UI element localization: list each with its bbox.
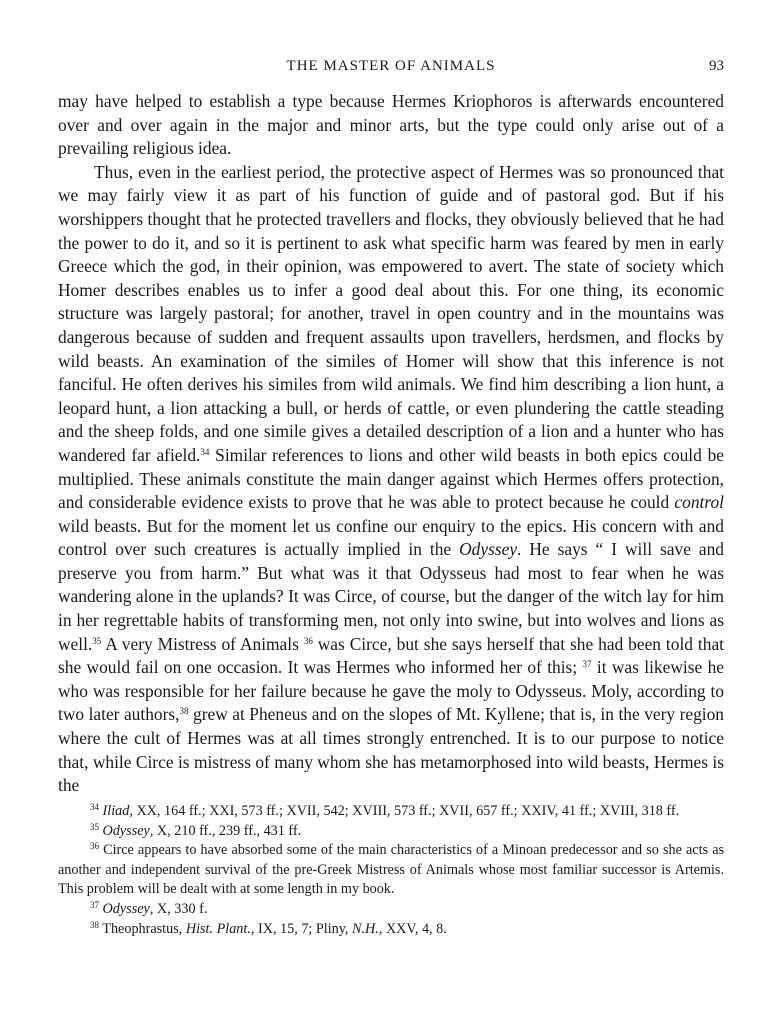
text-run: A very Mistress of Animals [101, 633, 304, 654]
footnote-ref-38: 38 [179, 706, 189, 717]
footnote-text: , X, 330 f. [149, 900, 208, 917]
text-run: . He says “ I will save and preserve you from harm.” But what was it that Odysseus had most to fear when he was wandering alone in the uplands? It was Circe, of course, but the danger of the witch lay for him in her regrettable habits of transforming men, not only into swine, but into wolves and lions as well. [58, 539, 724, 654]
footnote-number: 35 [90, 821, 99, 832]
footnote-title: N.H. [352, 920, 379, 937]
footnotes [58, 802, 724, 939]
footnote-number: 37 [90, 899, 99, 910]
footnote-text: Circe appears to have absorbed some of the main characteristics of a Minoan predecessor and so she acts as another and independent survival of the pre-Greek Mistress of Animals whose most familiar successor is Artemis. This problem will be dealt with at some length in my book. [58, 842, 725, 898]
paragraph-2 [58, 161, 724, 798]
text-run: Similar references to lions and other wild beasts in both epics could be multiplied. These animals constitute the main danger against which Hermes offers protection, and considerable evidence exists to prove that he was able to protect because he could [58, 444, 724, 513]
footnote-text: , X, 210 ff., 239 ff., 431 ff. [149, 822, 302, 839]
footnote-title: Odyssey [102, 822, 150, 839]
body-text [58, 90, 724, 798]
running-header [58, 56, 724, 78]
footnote-34 [58, 802, 724, 822]
footnote-text: Theophrastus, [102, 920, 186, 937]
footnote-number: 38 [90, 919, 99, 930]
text-run: it was likewise he who was responsible for her failure because he gave the moly to Odysseus. Moly, according to two later authors, [58, 657, 724, 725]
text-run: was Circe, but she says herself that she had been told that she would fail on one occasion. It was Hermes who informed her of this; [58, 633, 724, 678]
page-number: 93 [709, 58, 724, 74]
footnote-38 [58, 920, 724, 940]
footnote-text: , XX, 164 ff.; XXI, 573 ff.; XVII, 542; XVIII, 573 ff.; XVII, 657 ff.; XXIV, 41 ff.; XVIII, 318 ff. [129, 803, 680, 819]
footnote-number: 34 [90, 802, 99, 812]
footnote-number: 36 [90, 841, 99, 852]
footnote-ref-37: 37 [582, 659, 592, 670]
footnote-title: Hist. Plant. [185, 920, 251, 937]
footnote-ref-36: 36 [303, 635, 313, 646]
footnote-35 [58, 822, 724, 842]
footnote-text: , XXV, 4, 8. [378, 920, 447, 937]
emphasis-control: control [674, 492, 724, 513]
text-run: wild beasts. But for the moment let us confine our enquiry to the epics. His concern with and control over such creatures is actually implied in the [58, 515, 724, 560]
footnote-ref-34: 34 [200, 446, 210, 457]
text-run: grew at Pheneus and on the slopes of Mt. Kyllene; that is, in the very region where the cult of Hermes was at all times strongly entrenched. It is to our purpose to notice that, while Circe is mistress of many whom she has metamorphosed into wild beasts, Hermes is the [58, 704, 725, 796]
footnote-title: Iliad [102, 803, 130, 819]
running-title: THE MASTER OF ANIMALS [286, 58, 496, 74]
paragraph-1: may have helped to establish a type because Hermes Kriophoros is afterwards encountered over and over again in the major and minor arts, but the type could only arise out of a prevailing religious idea. [58, 91, 724, 159]
title-odyssey: Odyssey [459, 539, 518, 560]
footnote-36 [58, 841, 724, 900]
footnote-37 [58, 900, 724, 920]
footnote-title: Odyssey [102, 900, 150, 917]
footnote-text: , IX, 15, 7; Pliny, [250, 920, 353, 937]
text-run: Thus, even in the earliest period, the protective aspect of Hermes was so pronounced that we may fairly view it as part of his function of guide and of pastoral god. But if his worshippers thought that he protected travellers and flocks, they obviously believed that he had the power to do it, and so it is pertinent to ask what specific harm was feared by men in early Greece which the god, in their opinion, was empowered to avert. The state of society which Homer describes enables us to infer a good deal about this. For one thing, its economic structure was largely pastoral; for another, travel in open country and in the mountains was dangerous because of sudden and frequent assaults upon travellers, herdsmen, and flocks by wild beasts. An examination of the similes of Homer will show that this inference is not fanciful. He often derives his similes from wild animals. We find him describing a lion hunt, a leopard hunt, a lion attacking a bull, or herds of cattle, or even plundering the cattle steading and the sheep folds, and one simile gives a detailed description of a lion and a hunter who has wandered far afield. [58, 161, 724, 465]
footnote-ref-35: 35 [92, 635, 102, 646]
